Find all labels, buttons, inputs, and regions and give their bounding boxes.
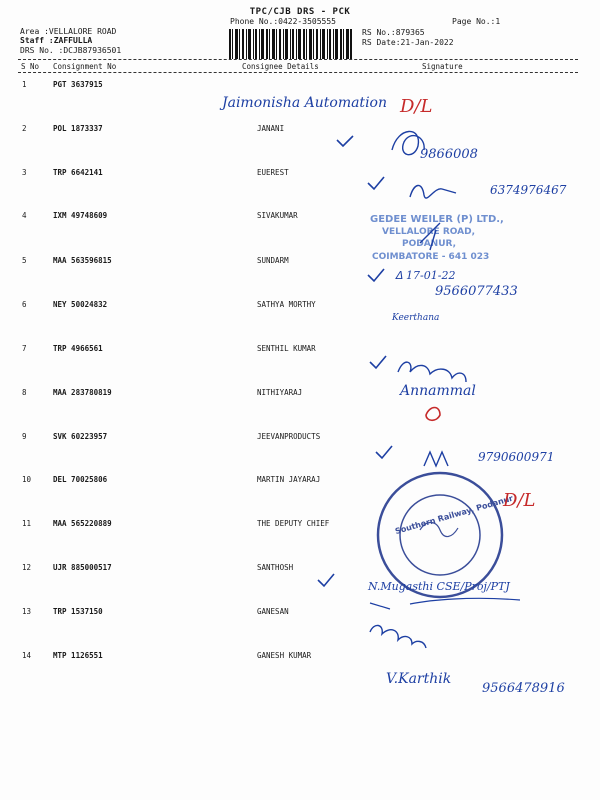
row-consignee: SUNDARM: [257, 256, 289, 265]
stamp-line: COIMBATORE - 641 023: [372, 252, 490, 262]
row-consignment: MAA 563596815: [53, 256, 112, 265]
table-row: [0, 211, 600, 231]
row-consignee: SENTHIL KUMAR: [257, 344, 316, 353]
header-divider-top: [18, 59, 578, 60]
row-consignment: POL 1873337: [53, 124, 103, 133]
row-sno: 3: [22, 168, 27, 177]
area-label: Area :VELLALORE ROAD: [20, 27, 117, 36]
row-consignee: MARTIN JAYARAJ: [257, 475, 321, 484]
table-row: [0, 80, 600, 100]
handwritten-name: V.Karthik: [386, 671, 452, 687]
row-consignment: SVK 60223957: [53, 432, 108, 441]
row-sno: 13: [22, 607, 32, 616]
handwritten-company-name: Jaimonisha Automation: [222, 95, 387, 111]
row-consignee: JEEVANPRODUCTS: [257, 432, 321, 441]
row-sno: 8: [22, 388, 27, 397]
header-divider-bottom: [18, 72, 578, 73]
table-row: [0, 300, 600, 320]
rs-date: RS Date:21-Jan-2022: [362, 38, 454, 47]
handwritten-phone: 6374976467: [490, 183, 567, 197]
signature-scribble-icon: [398, 362, 466, 382]
row-consignment: MAA 283780819: [53, 388, 112, 397]
row-sno: 1: [22, 80, 27, 89]
signature-scribble-icon: [370, 625, 426, 648]
row-sno: 9: [22, 432, 27, 441]
handwritten-phone: 9566478916: [482, 681, 565, 696]
table-row: [0, 344, 600, 364]
table-row: [0, 168, 600, 188]
page-number: Page No.:1: [452, 17, 501, 26]
row-consignee: SANTHOSH: [257, 563, 294, 572]
phone-number: Phone No.:0422-3505555: [230, 17, 336, 26]
row-consignment: DEL 70025806: [53, 475, 108, 484]
row-consignee: SIVAKUMAR: [257, 211, 298, 220]
row-consignee: JANANI: [257, 124, 285, 133]
table-row: [0, 432, 600, 452]
table-row: [0, 475, 600, 495]
handwritten-phone: 9866008: [420, 147, 478, 162]
row-consignment: UJR 885000517: [53, 563, 112, 572]
row-sno: 11: [22, 519, 32, 528]
row-consignee: SATHYA MORTHY: [257, 300, 316, 309]
row-consignee: THE DEPUTY CHIEF: [257, 519, 330, 528]
handwritten-date-icon: ᐃ 17-01-22: [395, 269, 456, 282]
row-consignee: GANESH KUMAR: [257, 651, 312, 660]
row-sno: 14: [22, 651, 32, 660]
row-sno: 5: [22, 256, 27, 265]
row-sno: 10: [22, 475, 32, 484]
handwritten-phone: 9790600971: [478, 450, 555, 464]
table-row: [0, 388, 600, 408]
column-header-consignee: Consignee Details: [242, 62, 319, 71]
drs-number: DRS No. :DCJB87936501: [20, 46, 122, 55]
handwritten-dl-mark: D/L: [400, 96, 433, 117]
table-row: [0, 519, 600, 539]
document-title: TPC/CJB DRS - PCK: [249, 7, 351, 17]
row-sno: 12: [22, 563, 32, 572]
row-consignee: EUEREST: [257, 168, 289, 177]
stamp-line: GEDEE WEILER (P) LTD.,: [370, 214, 504, 225]
row-consignment: NEY 50024832: [53, 300, 108, 309]
column-header-signature: Signature: [422, 62, 463, 71]
row-consignment: IXM 49748609: [53, 211, 108, 220]
row-consignee: GANESAN: [257, 607, 289, 616]
handwritten-phone: 9566077433: [435, 284, 518, 299]
table-row: [0, 124, 600, 144]
staff-label: Staff :ZAFFULLA: [20, 36, 93, 45]
barcode-image: [229, 29, 353, 59]
row-sno: 7: [22, 344, 27, 353]
handwritten-name: Keerthana: [392, 313, 440, 323]
row-consignment: PGT 3637915: [53, 80, 103, 89]
signature-scribble-icon: [424, 452, 448, 466]
stamp-line: VELLALORE ROAD,: [382, 227, 476, 237]
row-consignee: NITHIYARAJ: [257, 388, 303, 397]
table-row: [0, 256, 600, 276]
table-row: [0, 563, 600, 583]
row-sno: 6: [22, 300, 27, 309]
red-mark-icon: [426, 408, 440, 421]
column-header-sno: S No: [21, 62, 40, 71]
column-header-consignment: Consignment No: [53, 62, 117, 71]
row-consignment: TRP 1537150: [53, 607, 103, 616]
row-consignment: MAA 565220889: [53, 519, 112, 528]
row-consignment: TRP 6642141: [53, 168, 103, 177]
row-sno: 2: [22, 124, 27, 133]
handwritten-note: N.Mugasthi CSE/Proj/PTJ: [368, 580, 510, 593]
row-consignment: TRP 4966561: [53, 344, 103, 353]
row-consignment: MTP 1126551: [53, 651, 103, 660]
stamp-text: Southern Railway, Podanur: [394, 493, 515, 537]
table-row: [0, 607, 600, 627]
table-row: [0, 651, 600, 671]
rs-number: RS No.:879365: [362, 28, 425, 37]
handwritten-dl-mark: D/L: [503, 490, 536, 511]
handwritten-name: Annammal: [400, 383, 476, 399]
row-sno: 4: [22, 211, 27, 220]
stamp-line: PODANUR,: [402, 239, 457, 249]
